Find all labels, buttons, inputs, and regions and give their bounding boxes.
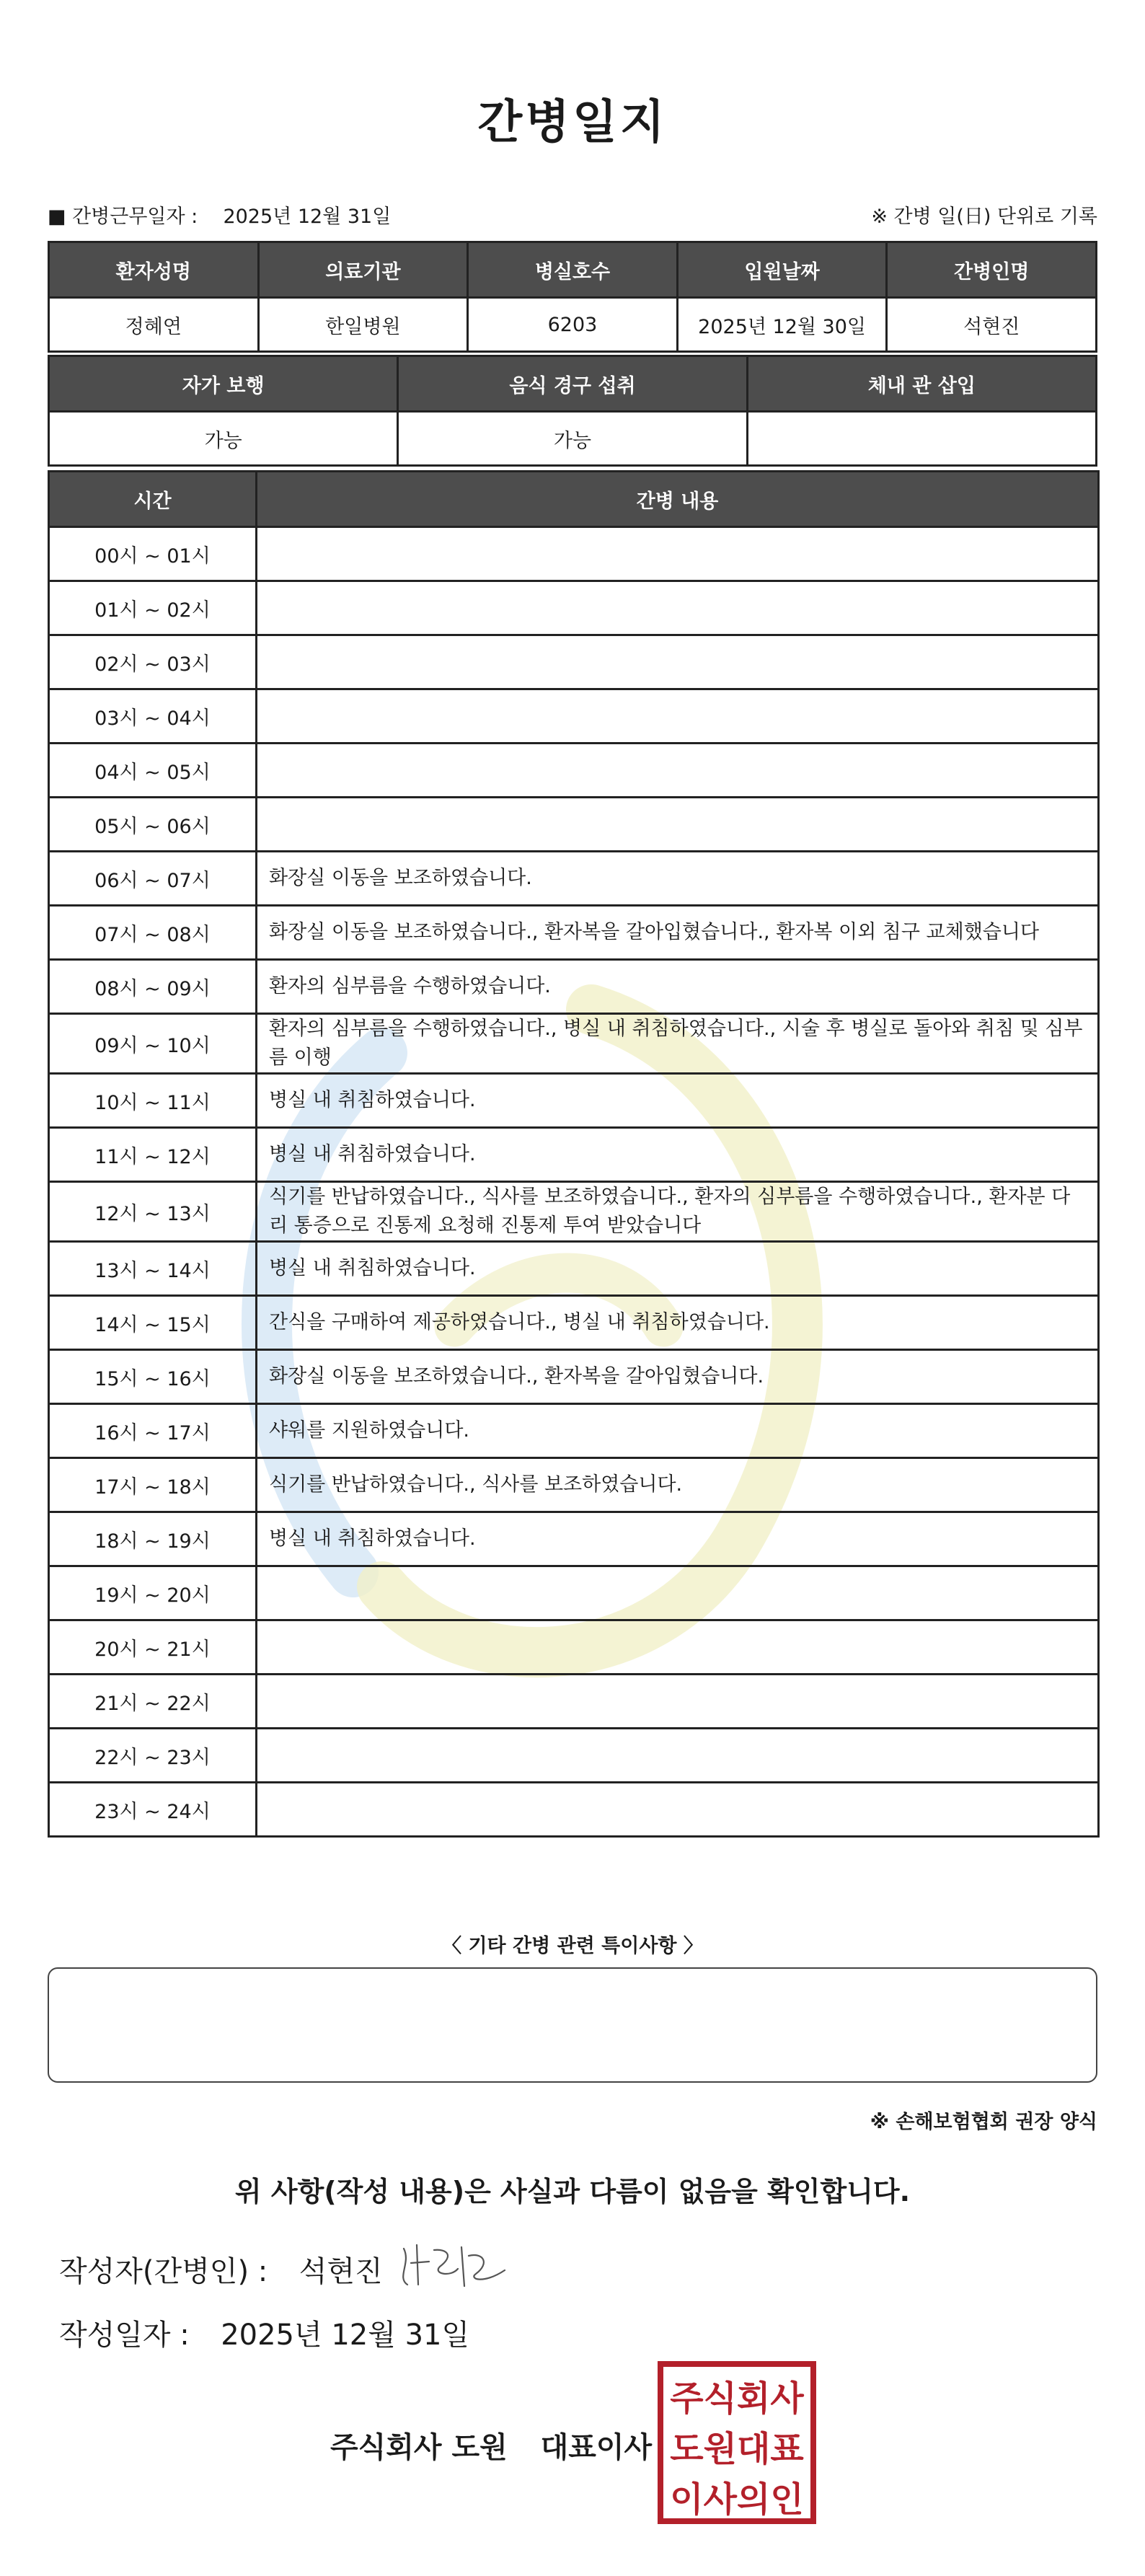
care-log-row [49,581,1099,635]
log-time: 20시 ~ 21시 [49,1620,257,1675]
log-time: 17시 ~ 18시 [49,1458,257,1512]
patient-name: 정혜연 [49,298,259,352]
log-time: 16시 ~ 17시 [49,1404,257,1458]
log-content: 식기를 반납하였습니다., 식사를 보조하였습니다. [257,1458,1099,1512]
writer-name: 석현진 [299,2255,383,2288]
log-time: 10시 ~ 11시 [49,1074,257,1128]
info-header: 입원날짜 [677,242,887,298]
admission-date: 2025년 12월 30일 [677,298,887,352]
written-date-value: 2025년 12월 31일 [221,2319,470,2352]
log-content: 병실 내 취침하였습니다. [257,1128,1099,1182]
log-content [257,1729,1099,1783]
seal-line: 주식회사 [670,2378,804,2419]
care-log-row [49,1675,1099,1729]
log-time: 06시 ~ 07시 [49,852,257,906]
log-header-content: 간병 내용 [257,472,1099,527]
care-log-row [49,798,1099,852]
log-header-time: 시간 [49,472,257,527]
care-log-row [49,1729,1099,1783]
care-log-row [49,1182,1099,1242]
page-title: 간병일지 [477,96,668,149]
patient-status-table [48,355,1097,467]
seal-line: 도원대표 [670,2429,804,2469]
log-time: 08시 ~ 09시 [49,960,257,1014]
log-content: 환자의 심부름을 수행하였습니다., 병실 내 취침하였습니다., 시술 후 병실로 돌아와 취침 및 심부름 이행 [257,1014,1099,1074]
log-time: 18시 ~ 19시 [49,1512,257,1566]
log-content [257,1783,1099,1837]
tube-insertion-value [747,412,1096,466]
care-log-row [49,1242,1099,1296]
info-header: 환자성명 [49,242,259,298]
log-content [257,1566,1099,1620]
info-header: 간병인명 [887,242,1097,298]
log-time: 11시 ~ 12시 [49,1128,257,1182]
log-content: 병실 내 취침하였습니다. [257,1512,1099,1566]
care-log-row [49,1566,1099,1620]
confirmation-statement: 위 사항(작성 내용)은 사실과 다름이 없음을 확인합니다. [234,2176,911,2207]
log-time: 01시 ~ 02시 [49,581,257,635]
work-date-value: 2025년 12월 31일 [223,206,392,228]
log-content [257,1675,1099,1729]
care-log-row [49,1074,1099,1128]
log-time: 04시 ~ 05시 [49,744,257,798]
written-date-label: 작성일자 : [59,2319,190,2352]
log-content: 식기를 반납하였습니다., 식사를 보조하였습니다., 환자의 심부름을 수행하였습니다., 환자분 다리 통증으로 진통제 요청해 진통제 투여 받았습니다 [257,1182,1099,1242]
company-title: 대표이사 [540,2431,653,2464]
log-time: 13시 ~ 14시 [49,1242,257,1296]
hospital-name: 한일병원 [258,298,468,352]
log-content [257,744,1099,798]
care-log-rows [49,527,1099,1837]
seal-line: 이사의인 [670,2479,804,2520]
room-number: 6203 [468,298,678,352]
log-content [257,527,1099,581]
care-log-row [49,1404,1099,1458]
log-time: 22시 ~ 23시 [49,1729,257,1783]
care-log-table [48,470,1100,1838]
log-time: 03시 ~ 04시 [49,689,257,744]
care-log-row [49,1458,1099,1512]
care-log-row [49,906,1099,960]
care-log-row [49,1014,1099,1074]
log-content: 병실 내 취침하였습니다. [257,1074,1099,1128]
care-log-row [49,1296,1099,1350]
handwritten-signature [389,2234,519,2299]
log-time: 07시 ~ 08시 [49,906,257,960]
log-time: 14시 ~ 15시 [49,1296,257,1350]
log-content [257,798,1099,852]
status-header: 자가 보행 [49,356,398,412]
log-content: 간식을 구매하여 제공하였습니다., 병실 내 취침하였습니다. [257,1296,1099,1350]
remarks-title: 〈 기타 간병 관련 특이사항 〉 [442,1935,703,1957]
care-log-row [49,1783,1099,1837]
company-seal-stamp [656,2360,818,2526]
log-content: 화장실 이동을 보조하였습니다. [257,852,1099,906]
care-log-row [49,960,1099,1014]
log-time: 15시 ~ 16시 [49,1350,257,1404]
log-content: 환자의 심부름을 수행하였습니다. [257,960,1099,1014]
log-time: 23시 ~ 24시 [49,1783,257,1837]
record-unit-note: ※ 간병 일(日) 단위로 기록 [871,206,1097,228]
remarks-box [48,1967,1097,2083]
care-log-row [49,744,1099,798]
self-walking-value: 가능 [49,412,398,466]
log-time: 05시 ~ 06시 [49,798,257,852]
care-log-row [49,852,1099,906]
care-log-row [49,635,1099,689]
company-line [330,2425,652,2466]
log-content: 화장실 이동을 보조하였습니다., 환자복을 갈아입혔습니다. [257,1350,1099,1404]
status-header: 음식 경구 섭취 [398,356,747,412]
log-time: 21시 ~ 22시 [49,1675,257,1729]
log-content [257,689,1099,744]
log-time: 12시 ~ 13시 [49,1182,257,1242]
log-time: 09시 ~ 10시 [49,1014,257,1074]
log-time: 19시 ~ 20시 [49,1566,257,1620]
info-header: 병실호수 [468,242,678,298]
writer-label: 작성자(간병인) : [59,2255,268,2288]
care-log-row [49,527,1099,581]
care-log-row [49,1350,1099,1404]
log-time: 02시 ~ 03시 [49,635,257,689]
log-content: 화장실 이동을 보조하였습니다., 환자복을 갈아입혔습니다., 환자복 이외 침구 교체했습니다 [257,906,1099,960]
oral-intake-value: 가능 [398,412,747,466]
writer-line [59,2249,383,2290]
care-log-row [49,1620,1099,1675]
company-name: 주식회사 도원 [330,2431,508,2464]
log-content [257,1620,1099,1675]
patient-info-table [48,241,1097,353]
care-log-row [49,1512,1099,1566]
log-content [257,581,1099,635]
recommendation-note: ※ 손해보험협회 권장 양식 [870,2111,1097,2133]
care-log-row [49,689,1099,744]
log-time: 00시 ~ 01시 [49,527,257,581]
info-header: 의료기관 [258,242,468,298]
work-date-label: ■ 간병근무일자 : [48,206,198,228]
work-date-line [48,200,391,229]
log-content [257,635,1099,689]
care-log-row [49,1128,1099,1182]
log-content: 병실 내 취침하였습니다. [257,1242,1099,1296]
written-date-line [59,2312,469,2353]
caregiver-name: 석현진 [887,298,1097,352]
log-content: 샤워를 지원하였습니다. [257,1404,1099,1458]
status-header: 체내 관 삽입 [747,356,1096,412]
